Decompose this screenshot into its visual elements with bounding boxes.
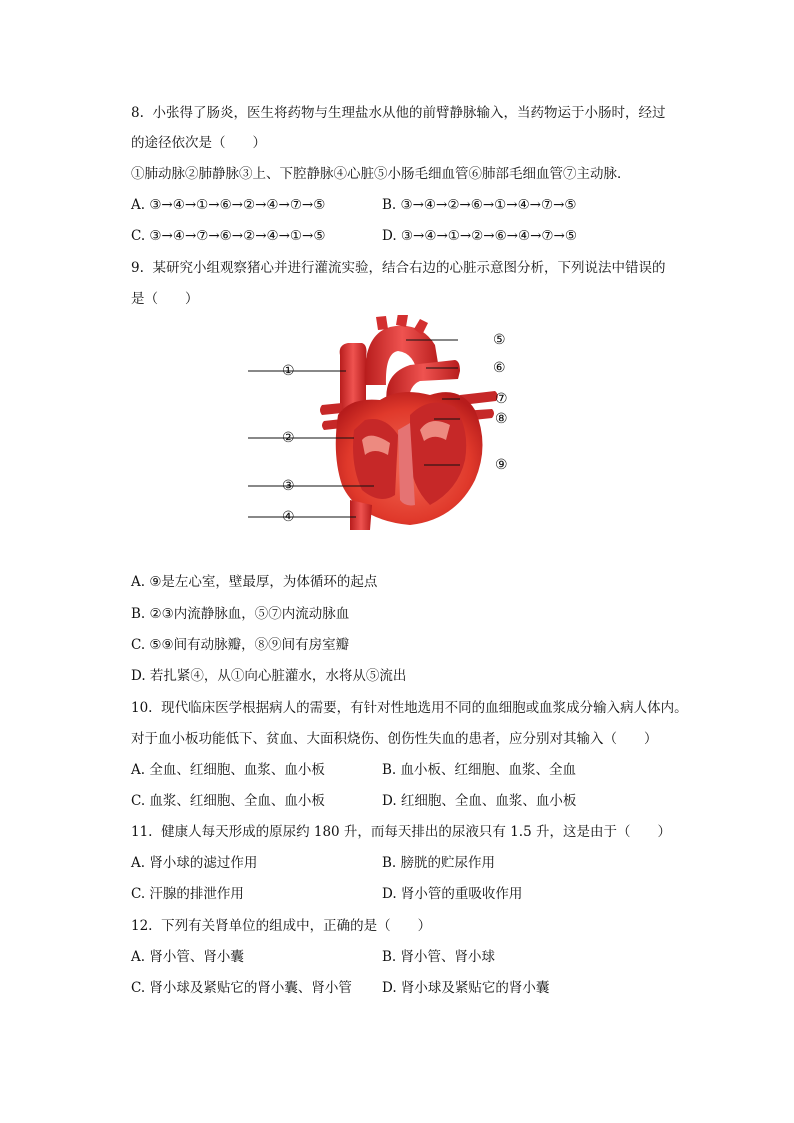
q10-number: 10. — [131, 700, 153, 716]
q10-option-c[interactable]: C. 血浆、红细胞、全血、血小板 — [131, 793, 325, 809]
q8-number: 8. — [131, 105, 144, 121]
q11-stem-text1: 健康人每天形成的原尿约 180 升，而每天排出的尿液只有 1.5 升，这是由于（ ） — [161, 824, 671, 840]
label-3: ③ — [282, 478, 295, 494]
label-4: ④ — [282, 509, 295, 525]
q10-option-b[interactable]: B. 血小板、红细胞、血浆、全血 — [382, 762, 577, 778]
q8-stem-line1 — [131, 103, 665, 123]
q8-stem-text1: 小张得了肠炎，医生将药物与生理盐水从他的前臂静脉输入，当药物运于小肠时，经过 — [152, 105, 666, 121]
label-leaders — [230, 315, 560, 535]
q11-option-c[interactable]: C. 汗腺的排泄作用 — [131, 886, 244, 902]
q12-stem-line1 — [131, 916, 431, 936]
q8-option-b[interactable]: B. ③→④→②→⑥→①→④→⑦→⑤ — [382, 197, 577, 213]
q12-option-c[interactable]: C. 肾小球及紧贴它的肾小囊、肾小管 — [131, 980, 352, 996]
q9-option-a[interactable]: A. ⑨是左心室，壁最厚，为体循环的起点 — [131, 574, 378, 590]
q9-number: 9. — [131, 260, 144, 276]
label-1: ① — [282, 363, 295, 379]
q9-stem-line2: 是（ ） — [131, 291, 199, 307]
q8-option-a[interactable]: A. ③→④→①→⑥→②→④→⑦→⑤ — [131, 197, 326, 213]
label-8: ⑧ — [495, 411, 508, 427]
q10-option-d[interactable]: D. 红细胞、全血、血浆、血小板 — [382, 793, 577, 809]
heart-diagram — [270, 315, 520, 535]
q11-stem-line1 — [131, 822, 671, 842]
q8-legend: ①肺动脉②肺静脉③上、下腔静脉④心脏⑤小肠毛细血管⑥肺部毛细血管⑦主动脉． — [131, 166, 631, 182]
q12-stem-text1: 下列有关肾单位的组成中，正确的是（ ） — [161, 918, 432, 934]
label-6: ⑥ — [493, 360, 506, 376]
q10-option-a[interactable]: A. 全血、红细胞、血浆、血小板 — [131, 762, 325, 778]
label-2: ② — [282, 430, 295, 446]
q9-stem-line1 — [131, 258, 665, 278]
label-7: ⑦ — [495, 391, 508, 407]
q12-option-b[interactable]: B. 肾小管、肾小球 — [382, 949, 496, 965]
q11-option-a[interactable]: A. 肾小球的滤过作用 — [131, 855, 258, 871]
q10-stem-line1 — [131, 698, 688, 718]
q11-option-b[interactable]: B. 膀胱的贮尿作用 — [382, 855, 496, 871]
q10-stem-text1: 现代临床医学根据病人的需要，有针对性地选用不同的血细胞或血浆成分输入病人体内。 — [161, 700, 688, 716]
q9-option-d[interactable]: D. 若扎紧④，从①向心脏灌水，水将从⑤流出 — [131, 668, 407, 684]
q9-option-c[interactable]: C. ⑤⑨间有动脉瓣，⑧⑨间有房室瓣 — [131, 637, 350, 653]
q9-stem-text1: 某研究小组观察猪心并进行灌流实验，结合右边的心脏示意图分析，下列说法中错误的 — [152, 260, 666, 276]
q11-option-d[interactable]: D. 肾小管的重吸收作用 — [382, 886, 523, 902]
label-5: ⑤ — [493, 332, 506, 348]
q12-option-d[interactable]: D. 肾小球及紧贴它的肾小囊 — [382, 980, 550, 996]
q10-stem-line2: 对于血小板功能低下、贫血、大面积烧伤、创伤性失血的患者，应分别对其输入（ ） — [131, 731, 658, 747]
label-9: ⑨ — [495, 457, 508, 473]
q12-number: 12. — [131, 918, 153, 934]
q9-option-b[interactable]: B. ②③内流静脉血，⑤⑦内流动脉血 — [131, 606, 350, 622]
q12-option-a[interactable]: A. 肾小管、肾小囊 — [131, 949, 244, 965]
q8-option-d[interactable]: D. ③→④→①→②→⑥→④→⑦→⑤ — [382, 228, 577, 244]
q8-stem-line2: 的途径依次是（ ） — [131, 135, 266, 151]
q11-number: 11. — [131, 824, 153, 840]
q8-option-c[interactable]: C. ③→④→⑦→⑥→②→④→①→⑤ — [131, 228, 326, 244]
